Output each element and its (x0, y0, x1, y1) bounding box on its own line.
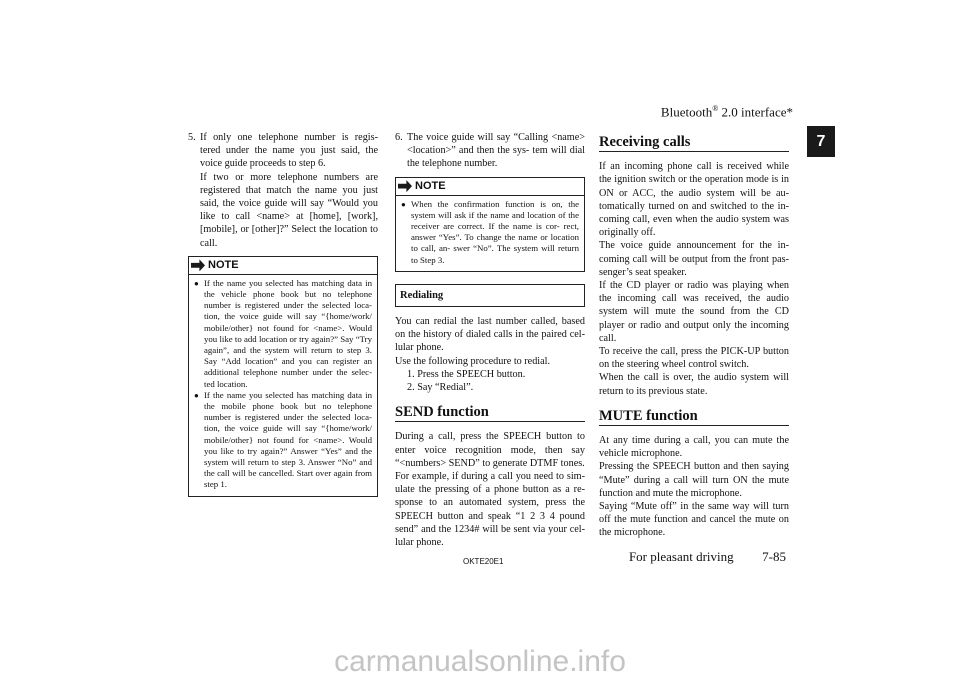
note-box (395, 177, 585, 272)
note-body (189, 275, 377, 496)
running-header: Bluetooth® 2.0 interface* (660, 104, 793, 120)
receiving-paragraph: When the call is over, the audio system will return to its previous state. (599, 372, 789, 397)
redial-paragraph: You can redial the last number called, based on the history of dialed calls in the paired cel- lular phone. (395, 316, 585, 354)
column-right (599, 136, 789, 540)
bullet-icon: ● (194, 390, 199, 400)
bullet-icon: ● (401, 199, 406, 209)
note-body (396, 196, 584, 271)
note-arrow-icon (398, 180, 412, 192)
section-title-receiving-calls: Receiving calls (599, 136, 789, 152)
column-middle (395, 131, 585, 549)
mute-paragraph: Pressing the SPEECH button and then saying “Mute” during a call will turn ON the mute function and mute the microphone. (599, 461, 789, 499)
note-arrow-icon (191, 259, 205, 271)
chapter-tab: 7 (807, 126, 835, 157)
step-number: 6. (395, 132, 403, 143)
note-header (189, 257, 377, 275)
receiving-paragraph: To receive the call, press the PICK-UP button on the steering wheel control switch. (599, 346, 789, 371)
note-title: NOTE (415, 179, 446, 192)
section-title-send-function: SEND function (395, 406, 585, 422)
step-text: If only one telephone number is regis- tered under the name you just said, the voice guide proceeds to step 6. (200, 132, 378, 170)
redial-step-1: 1. Press the SPEECH button. (407, 368, 526, 380)
section-title-mute-function: MUTE function (599, 410, 789, 426)
step-text: The voice guide will say “Calling <name> <location>” and then the sys- tem will dial the telephone number. (407, 132, 585, 170)
page-footer (629, 549, 786, 565)
send-paragraph: During a call, press the SPEECH button to enter voice recognition mode, then say “<numbers> SEND” to generate DTMF tones. (395, 431, 585, 469)
receiving-paragraph: If the CD player or radio was playing when the incoming call was received, the audio system will mute the sound from the CD player or radio and output only the incoming call. (599, 280, 789, 344)
mute-paragraph: At any time during a call, you can mute the vehicle microphone. (599, 435, 789, 460)
bullet-icon: ● (194, 278, 199, 288)
mute-paragraph: Saying “Mute off” in the same way will turn off the mute function and cancel the mute on the microphone. (599, 501, 789, 539)
send-paragraph: For example, if during a call you need to sim- ulate the pressing of a phone button as a re- sponse to an automated system, press the SPEECH button and speak “1 2 3 4 pound send” and the 1234# will be sent via your cel- lular phone. (395, 471, 585, 549)
note-header (396, 178, 584, 196)
receiving-paragraph: If an incoming phone call is received while the ignition switch or the operation mode is in ON or ACC, the audio system will be au- tomatically turned on and switched to the in- coming call, even when the audio system was originally off. (599, 161, 789, 239)
column-left (188, 131, 378, 501)
step-5 (188, 131, 378, 171)
note-bullet: ● If the name you selected has matching data in the vehicle phone book but no telephone number is registered under the selected loca- tion, the voice guide will say “{home/work/ mobile/other} not found for <name>. Would you like to add location or try again?” Say “Try again”, and the system will return to step 3. Say “Add location” and you can register an additional telephone number under the selec- ted location. (194, 277, 372, 389)
watermark: carmanualsonline.info (334, 645, 626, 678)
footer-section: For pleasant driving (628, 549, 734, 564)
subsection-title-redialing: Redialing (395, 284, 585, 307)
redial-intro: Use the following procedure to redial. (395, 355, 551, 367)
step-number: 5. (188, 132, 196, 143)
note-bullet: ● When the confirmation function is on, the system will ask if the name and location of the receiver are correct. If the name is cor- rect, answer “Yes”. To change the name or location to call, an- swer “No”. The system will return to Step 3. (401, 198, 579, 265)
document-code: OKTE20E1 (463, 557, 504, 566)
note-box (188, 256, 378, 497)
step-5-continued: If two or more telephone numbers are registered that match the name you just said, the voice guide will say “Would you like to call <name> at [home], [work], [mobile], or [other]?” Select the location to call. (200, 171, 378, 249)
note-bullet: ● If the name you selected has matching data in the mobile phone book but no telephone number is registered under the selected loca- tion, the voice guide will say “{home/work/ mobile/other} not found for <name>. Would you like to try again?” Answer “Yes” and the system will return to step 3. Answer “No” and the call will be cancelled. Start over again from step 1. (194, 389, 372, 490)
page-number: 7-85 (762, 549, 786, 564)
redial-step-2: 2. Say “Redial”. (407, 382, 474, 394)
step-6 (395, 131, 585, 171)
receiving-paragraph: The voice guide announcement for the in- coming call will be output from the front pas- senger’s seat speaker. (599, 240, 789, 278)
note-title: NOTE (208, 258, 239, 271)
